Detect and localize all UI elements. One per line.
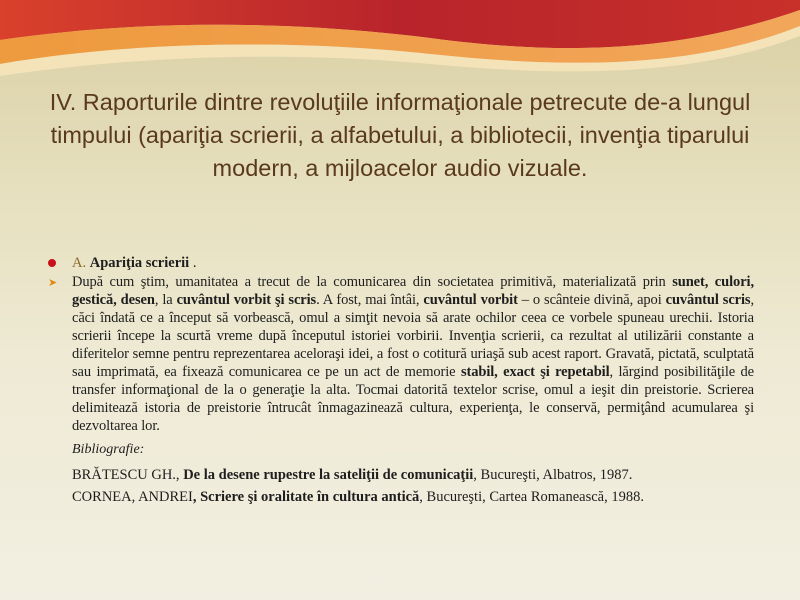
emphasized-term: stabil, exact şi repetabil <box>460 364 610 380</box>
section-heading <box>72 253 196 273</box>
slide-title: IV. Raporturile dintre revoluţiile informaţionale petrecute de-a lungul timpului (apariţia scrierii, a alfabetului, a bibliotecii, invenţia tiparului modern, a mijloacelor audio vizuale. <box>49 89 751 181</box>
section-suffix: . <box>189 255 197 271</box>
emphasized-term: cuvântul vorbit <box>423 292 518 308</box>
slide-content <box>48 253 754 507</box>
bibliography-entry <box>72 465 754 485</box>
paragraph-text: , căci îndată ce a început să vorbească, omul a simţit nevoia să arate ochilor ceea ce vorbele spuneau urechii. Istoria scrierii începe la scurtă vreme după începutul istoriei vorbirii. Invenţia scrierii, ca rezultat al utilizării constante a diferitelor semne pentru reprezentarea aceloraşi idei, a fost o cotitură uriaşă sub acest raport. Gravată, pictată, sculptată sau imprimată, ea fixează comunicarea ce pe un act de memorie <box>72 292 754 380</box>
paragraph-text: , lărgind posibilităţile de transfer informaţional de la o generaţie la alta. Tocmai datorită textelor scrise, omul a ieşit din preistorie. Scrierea delimitează istoria de preistorie întrucât înmagazinează cultura, experienţa, le conservă, permiţând acumularea şi dezvoltarea lor. <box>72 364 754 434</box>
entry-publication: , Bucureşti, Cartea Romanească, 1988. <box>419 489 644 505</box>
entry-publication: , Bucureşti, Albatros, 1987. <box>473 467 633 483</box>
bibliography-entry <box>72 487 754 507</box>
paragraph-text: După cum ştim, umanitatea a trecut de la comunicarea din societatea primitivă, materializată prin <box>72 274 673 290</box>
section-bullet <box>48 253 754 273</box>
section-letter: A. <box>72 255 87 271</box>
arrow-bullet-icon: ➤ <box>48 276 58 289</box>
body-paragraph <box>72 273 754 435</box>
red-dot-bullet-icon <box>48 259 56 267</box>
paragraph-text: – o scânteie divină, apoi <box>517 292 666 308</box>
emphasized-term: cuvântul vorbit şi scris <box>176 292 317 308</box>
section-title: Apariţia scrierii <box>89 255 190 271</box>
paragraph-text: . A fost, mai întâi, <box>316 292 424 308</box>
decorative-header-wave <box>0 0 800 80</box>
entry-work: , Scriere şi oralitate în cultura antică <box>192 489 420 505</box>
emphasized-term: cuvântul scris <box>665 292 751 308</box>
bibliography-heading: Bibliografie: <box>72 442 145 457</box>
entry-author: CORNEA, ANDREI <box>72 489 193 505</box>
paragraph-text: , la <box>154 292 177 308</box>
paragraph-bullet <box>48 273 754 435</box>
emphasized-term: sunet, culori, gestică, desen <box>72 274 754 308</box>
entry-work: De la desene rupestre la sateliţii de comunicaţii <box>183 467 474 483</box>
entry-author: BRĂTESCU GH., <box>72 467 184 483</box>
